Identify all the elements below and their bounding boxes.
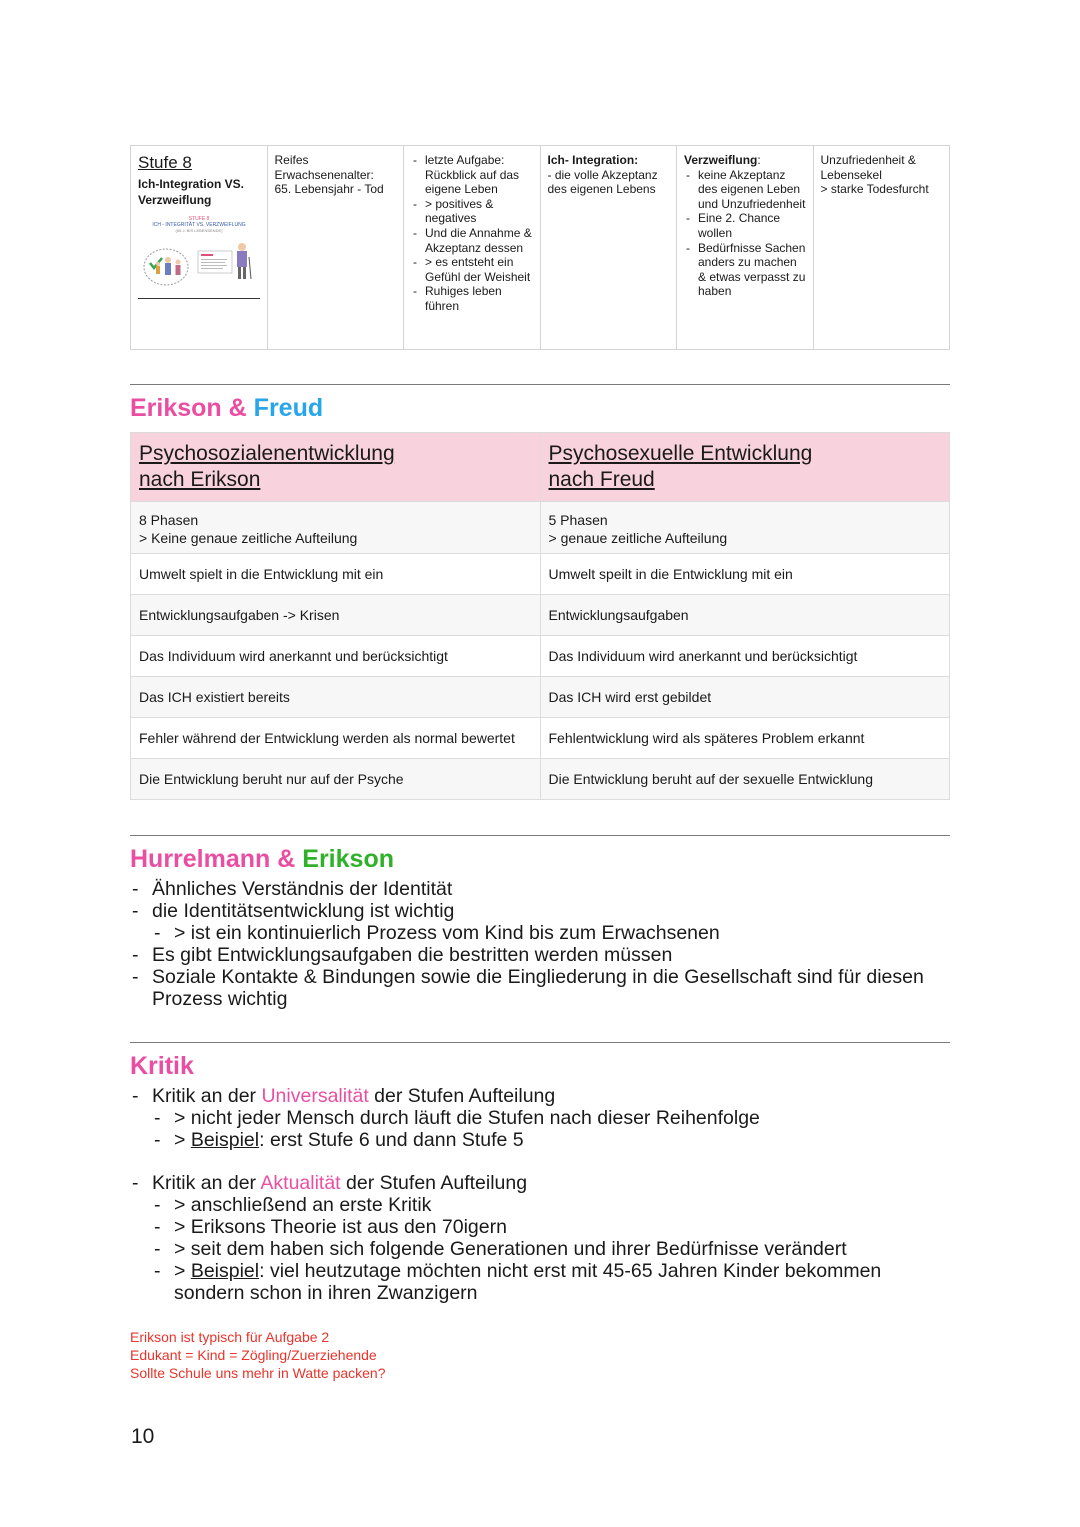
result-line-2: > starke Todesfurcht (820, 182, 929, 197)
table-cell: Fehler während der Entwicklung werden als normal bewertet (131, 718, 541, 759)
table-cell (540, 502, 950, 554)
stage-title-cell (131, 146, 268, 350)
task-item: - > positives & negatives (411, 197, 534, 226)
text-fragment: der Stufen Aufteilung (368, 1085, 556, 1107)
heading-amp: & (277, 845, 296, 873)
stage-positive-cell (540, 146, 677, 350)
sub-list-item: - > seit dem haben sich folgende Generationen und ihrer Bedürfnisse verändert (152, 1238, 950, 1260)
task-list (411, 153, 534, 314)
text-fragment: > (174, 1129, 191, 1151)
task-item: - Ruhiges leben führen (411, 284, 534, 313)
list-item: - Ähnliches Verständnis der Identität (130, 878, 950, 900)
highlight-text: Aktualität (260, 1172, 341, 1194)
heading-name-2: Freud (253, 394, 324, 422)
table-cell: Das Individuum wird anerkannt und berücksichtigt (540, 636, 950, 677)
hurrelmann-list (130, 878, 950, 1010)
stage-age: Reifes Erwachsenenalter: 65. Lebensjahr - Tod (274, 153, 384, 197)
handwritten-notes (130, 1328, 950, 1382)
heading-hurrelmann-erikson (130, 844, 950, 874)
sub-list (152, 1107, 950, 1151)
table-cell: Das Individuum wird anerkannt und berücksichtigt (131, 636, 541, 677)
cell-line: > genaue zeitliche Aufteilung (548, 530, 728, 546)
table-cell: Das ICH wird erst gebildet (540, 677, 950, 718)
comparison-table (130, 432, 950, 800)
cell-line: > Keine genaue zeitliche Aufteilung (139, 530, 358, 546)
negative-item: - Eine 2. Chance wollen (684, 211, 807, 240)
column-header-erikson-line-1: Psychosozialenentwicklung (139, 442, 395, 465)
result-line-1: Unzufriedenheit & Lebensekel (820, 153, 916, 182)
elderly-people-illustration-icon (138, 233, 260, 293)
task-item: - letzte Aufgabe: Rückblick auf das eigene Leben (411, 153, 534, 197)
negative-label-line: Verzweiflung: (684, 153, 761, 167)
stage-8-table (130, 145, 950, 350)
heading-name-1: Erikson (130, 394, 222, 422)
stage-negative-cell (677, 146, 814, 350)
page-content (130, 145, 950, 1382)
list-item (130, 1172, 950, 1304)
table-cell: Umwelt spielt in die Entwicklung mit ein (131, 554, 541, 595)
stage-subtitle: Ich-Integration VS. Verzweiflung (138, 177, 245, 207)
sub-list-item: - > anschließend an erste Kritik (152, 1194, 950, 1216)
list-item (130, 900, 950, 944)
column-header-freud (540, 433, 950, 502)
text-fragment: : viel heutzutage möchten nicht erst mit 45-65 Jahren Kinder bekommen sondern schon in ihren Zwanzigern (174, 1260, 882, 1304)
task-item: - Und die Annahme & Akzeptanz dessen (411, 226, 534, 255)
table-cell: Das ICH existiert bereits (131, 677, 541, 718)
negative-item: - Bedürfnisse Sachen anders zu machen & etwas verpasst zu haben (684, 241, 807, 299)
note-line: Edukant = Kind = Zögling/Zuerziehende (130, 1347, 377, 1363)
note-line: Sollte Schule uns mehr in Watte packen? (130, 1365, 386, 1381)
heading-erikson-freud (130, 393, 950, 423)
negative-label: Verzweiflung (684, 153, 758, 167)
kritik-list-2 (130, 1172, 950, 1304)
positive-label: Ich- Integration: (547, 153, 639, 167)
table-cell: Entwicklungsaufgaben -> Krisen (131, 595, 541, 636)
stage-age-cell (267, 146, 404, 350)
table-cell: Die Entwicklung beruht auf der sexuelle Entwicklung (540, 759, 950, 800)
sub-list-item: - > Eriksons Theorie ist aus den 70igern (152, 1216, 950, 1238)
list-item-text: die Identitätsentwicklung ist wichtig (152, 900, 455, 922)
page-number: 10 (131, 1425, 155, 1448)
stage-task-cell (404, 146, 541, 350)
stage-illustration (138, 216, 260, 299)
heading-kritik: Kritik (130, 1052, 194, 1080)
table-cell: Fehlentwicklung wird als späteres Problem erkannt (540, 718, 950, 759)
heading-amp: & (228, 394, 247, 422)
table-cell: Umwelt speilt in die Entwicklung mit ein (540, 554, 950, 595)
list-item: - Es gibt Entwicklungsaufgaben die bestritten werden müssen (130, 944, 950, 966)
sub-list (152, 922, 950, 944)
stage-title: Stufe 8 (138, 153, 192, 172)
text-fragment: der Stufen Aufteilung (340, 1172, 528, 1194)
sub-list-item (152, 1260, 950, 1304)
kritik-list-1 (130, 1085, 950, 1151)
column-header-freud-line-2: nach Freud (548, 468, 655, 491)
illustration-caption-2: ICH - INTEGRITÄT VS. VERZWEIFLUNG (152, 222, 246, 228)
underlined-text: Beispiel (190, 1129, 260, 1151)
heading-name-2: Erikson (302, 845, 394, 873)
sub-list (152, 1194, 950, 1304)
task-item: - > es entsteht ein Gefühl der Weisheit (411, 255, 534, 284)
sub-list-item: - > ist ein kontinuierlich Prozess vom Kind bis zum Erwachsenen (152, 922, 950, 944)
cell-line: 8 Phasen (139, 512, 199, 528)
sub-list-item: - > nicht jeder Mensch durch läuft die Stufen nach dieser Reihenfolge (152, 1107, 950, 1129)
column-header-freud-line-1: Psychosexuelle Entwicklung (548, 442, 813, 465)
sub-list-item (152, 1129, 950, 1151)
illustration-caption-1: STUFE 8 (188, 216, 210, 222)
text-fragment: : erst Stufe 6 und dann Stufe 5 (259, 1129, 524, 1151)
heading-name-1: Hurrelmann (130, 845, 271, 873)
negative-list (684, 168, 807, 299)
table-cell (131, 502, 541, 554)
list-item (130, 1085, 950, 1151)
positive-text: - die volle Akzeptanz des eigenen Lebens (547, 167, 658, 197)
underlined-text: Beispiel (190, 1260, 260, 1282)
highlight-text: Universalität (261, 1085, 369, 1107)
list-item: - Soziale Kontakte & Bindungen sowie die Eingliederung in die Gesellschaft sind für diesen Prozess wichtig (130, 966, 950, 1010)
text-fragment: Kritik an der (152, 1085, 262, 1107)
cell-line: 5 Phasen (548, 512, 608, 528)
text-fragment: > (174, 1260, 191, 1282)
column-header-erikson-line-2: nach Erikson (139, 468, 261, 491)
illustration-caption-3: (65 J. BIS LEBENSENDE) (175, 228, 223, 233)
column-header-erikson (131, 433, 541, 502)
table-cell: Entwicklungsaufgaben (540, 595, 950, 636)
table-cell: Die Entwicklung beruht nur auf der Psyche (131, 759, 541, 800)
note-line: Erikson ist typisch für Aufgabe 2 (130, 1329, 330, 1345)
negative-item: - keine Akzeptanz des eigenen Leben und Unzufriedenheit (684, 168, 807, 212)
stage-result-cell (813, 146, 950, 350)
text-fragment: Kritik an der (152, 1172, 261, 1194)
